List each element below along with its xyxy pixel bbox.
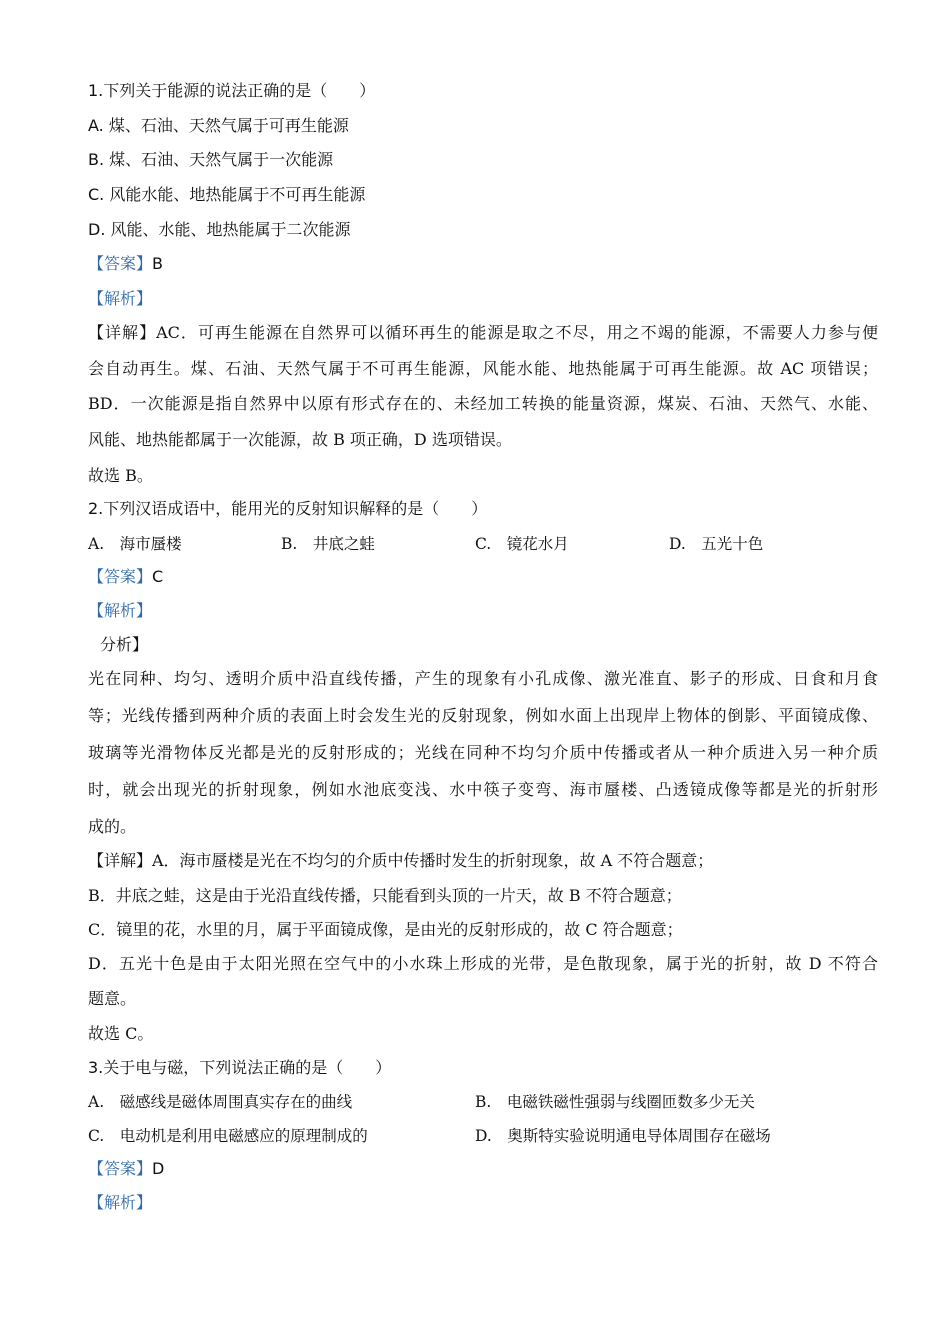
q2-option-b: B. 井底之蛙	[281, 535, 375, 553]
q3-option-a: A. 磁感线是磁体周围真实存在的曲线	[88, 1093, 353, 1111]
q1-detail	[88, 322, 878, 464]
q2-option-c: C. 镜花水月	[475, 535, 569, 553]
q2-analysis-line: 成的。	[88, 817, 137, 836]
q1-option-d: D. 风能、水能、地热能属于二次能源	[88, 220, 351, 239]
q2-analysis-line: 等；光线传播到两种介质的表面上时会发生光的反射现象，例如水面上出现岸上物体的倒影、平面镜成像、	[88, 706, 878, 725]
q2-detail-a: 【详解】A．海市蜃楼是光在不均匀的介质中传播时发生的折射现象，故 A 不符合题意；	[88, 851, 714, 870]
q2-detail-line: D．五光十色是由于太阳光照在空气中的小水珠上形成的光带，是色散现象，属于光的折射，故 D 不符合	[88, 954, 878, 973]
q1-answer: B	[152, 254, 163, 273]
q2-answer: C	[152, 567, 164, 586]
q1-answer-tag: 【答案】	[88, 254, 153, 273]
q2-detail-b: B．井底之蛙，这是由于光沿直线传播，只能看到头顶的一片天，故 B 不符合题意；	[88, 886, 682, 905]
q1-detail-line: 风能、地热能都属于一次能源，故 B 项正确，D 选项错误。	[88, 429, 512, 449]
q2-conclusion: 故选 C。	[88, 1024, 154, 1043]
q3-analysis-tag: 【解析】	[88, 1193, 153, 1212]
q2-answer-row	[88, 566, 163, 588]
q3-option-b: B. 电磁铁磁性强弱与线圈匝数多少无关	[475, 1093, 755, 1111]
q2-analysis	[88, 668, 878, 848]
q3-answer-tag: 【答案】	[88, 1159, 153, 1178]
q3-option-d: D. 奥斯特实验说明通电导体周围存在磁场	[475, 1127, 771, 1145]
q2-answer-tag: 【答案】	[88, 567, 153, 586]
q1-option-a: A. 煤、石油、天然气属于可再生能源	[88, 116, 349, 135]
q1-detail-line: 【详解】AC．可再生能源在自然界可以循环再生的能源是取之不尽，用之不竭的能源，不需要人力参与便	[88, 323, 878, 342]
q1-answer-row	[88, 253, 163, 275]
q3-answer-row	[88, 1158, 164, 1180]
q2-analysis-tag: 【解析】	[88, 601, 153, 620]
q2-detail-d	[88, 953, 878, 1024]
q3-stem: 3.关于电与磁，下列说法正确的是（ ）	[88, 1058, 392, 1077]
q2-stem: 2.下列汉语成语中，能用光的反射知识解释的是（ ）	[88, 499, 488, 518]
q3-option-c: C. 电动机是利用电磁感应的原理制成的	[88, 1127, 368, 1145]
q1-option-c: C. 风能水能、地热能属于不可再生能源	[88, 185, 366, 204]
q1-stem: 1.下列关于能源的说法正确的是（ ）	[88, 81, 376, 100]
q2-option-d: D. 五光十色	[669, 535, 764, 553]
q2-fenxi-label: 分析】	[100, 635, 149, 654]
q2-analysis-line: 时，就会出现光的折射现象，例如水池底变浅、水中筷子变弯、海市蜃楼、凸透镜成像等都是光的折射形	[88, 780, 878, 799]
q2-analysis-line: 光在同种、均匀、透明介质中沿直线传播，产生的现象有小孔成像、激光准直、影子的形成、日食和月食	[88, 669, 878, 688]
q1-option-b: B. 煤、石油、天然气属于一次能源	[88, 150, 334, 169]
q1-conclusion: 故选 B。	[88, 466, 153, 485]
q2-detail-line: 题意。	[88, 989, 137, 1008]
q2-detail-c: C．镜里的花，水里的月，属于平面镜成像，是由光的反射形成的，故 C 符合题意；	[88, 920, 683, 939]
q2-analysis-line: 玻璃等光滑物体反光都是光的反射形成的；光线在同种不均匀介质中传播或者从一种介质进入另一种介质	[88, 743, 878, 762]
q1-detail-line: BD．一次能源是指自然界中以原有形式存在的、未经加工转换的能量资源，煤炭、石油、天然气、水能、	[88, 394, 878, 413]
q1-detail-line: 会自动再生。煤、石油、天然气属于不可再生能源，风能水能、地热能属于可再生能源。故 AC 项错误；	[88, 358, 878, 378]
q3-answer: D	[152, 1159, 165, 1178]
q1-analysis-tag: 【解析】	[88, 289, 153, 308]
q2-option-a: A. 海市蜃楼	[88, 535, 182, 553]
